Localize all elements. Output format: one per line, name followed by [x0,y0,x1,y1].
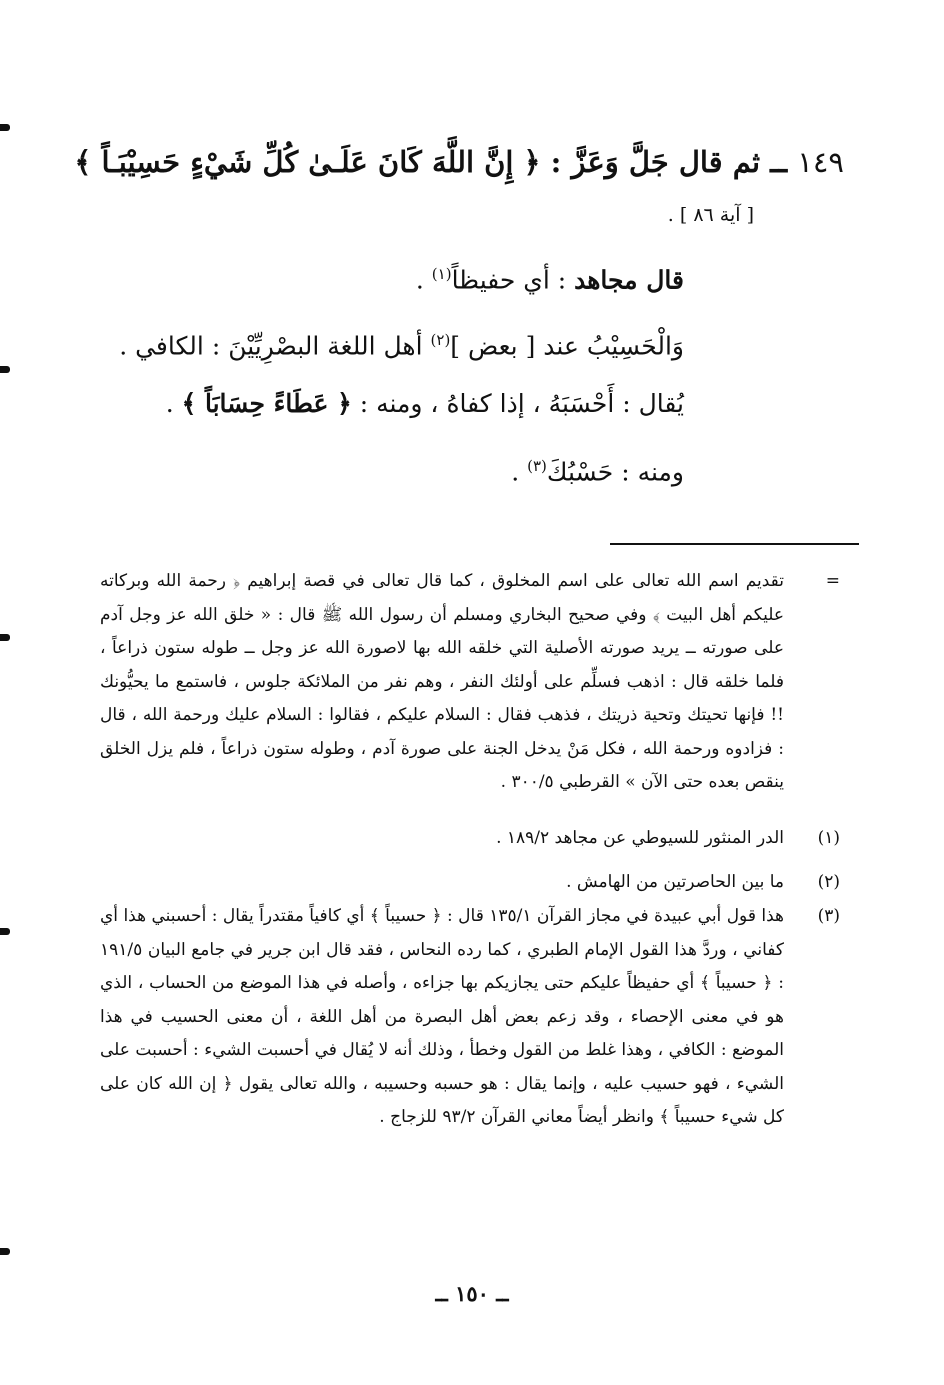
footnote-1: الدر المنثور للسيوطي عن مجاهد ١٨٩/٢ . [496,828,784,848]
footnote-ref: (١) [431,265,452,283]
edge-mark [0,928,10,935]
body-text: : أي حفيظاً [451,265,575,295]
footnote-marker: (٣) [817,906,840,926]
body-text: . [165,389,182,418]
body-line [511,446,684,492]
continuation-marker: = [825,571,840,591]
body-text: . [415,265,432,295]
footnote-2: ما بين الحاصرتين من الهامش . [566,872,784,892]
footnote-ref: (٣) [527,457,547,475]
quran-quote: ﴿ عَطَاءً حِسَابَاً ﴾ [181,389,352,418]
body-text: وَالْحَسِيْبُ عند [ بعض ] [450,331,684,361]
ayah-reference: [ آية ٨٦ ] . [667,204,754,226]
edge-mark [0,634,10,641]
heading-text: ــ ثم قال جَلَّ وَعَزَّ : ﴿ إِنَّ اللَّهَ كَانَ عَلَـىٰ كُلِّ شَيْءٍ حَسِيْبَـاً ﴾ [74,145,798,179]
page-number: ــ ١٥٠ ــ [435,1281,509,1306]
edge-mark [0,1248,10,1255]
footnote-marker: (٢) [817,872,840,892]
body-text: . [511,457,528,487]
speaker-name: قال مجاهد [574,265,684,295]
body-text: يُقال : أَحْسَبَهُ ، إذا كفاهُ ، ومنه : [351,389,684,418]
body-text: أهل اللغة البصْرِيِّيْنَ : الكافي . [119,331,431,361]
footnote-ref: (٢) [430,331,451,349]
body-line [119,320,684,366]
edge-mark [0,366,10,373]
edge-mark [0,124,10,131]
footnote-3: هذا قول أبي عبيدة في مجاز القرآن ١٣٥/١ قال : ﴿ حسيباً ﴾ أي كافياً مقتدراً يقال : أحسبني هذا أي كفاني ، وردَّ هذا القول الإمام الطبري ، كما رده النحاس ، فقد قال ابن جرير في جامع البيان ١٩١/٥ : ﴿ حسيباً ﴾ أي حفيظاً عليكم حتى يجازيكم بها جزاءه ، وأصله في هذا الموضع من الحساب ، الذي هو في معنى الإحصاء ، وقد زعم بعض أهل البصرة من أهل اللغة ، أن معنى الحسيب في هذا الموضع : الكافي ، وهذا غلط من القول وخطأ ، وذلك أنه لا يُقال في أحسبت الشيء : أحسبت على الشيء ، فهو حسيب عليه ، وإنما يقال : هو حسبه وحسيبه ، والله تعالى يقول ﴿ إن الله كان على كل شيء حسيباً ﴾ وانظر أيضاً معاني القرآن ٩٣/٢ للزجاج . [100,906,784,1127]
section-heading [74,140,844,184]
footnote-continuation: تقديم اسم الله تعالى على اسم المخلوق ، كما قال تعالى في قصة إبراهيم ﴿ رحمة الله وبركاته عليكم أهل البيت ﴾ وفي صحيح البخاري ومسلم أن رسول الله ﷺ قال : « خلق الله عز وجل آدم على صورته ــ يريد صورته الأصلية التي خلقه الله بها لاصورة الله عز وجل ــ طوله ستون ذراعاً ، فلما خلقه قال : اذهب فسلِّم على أولئك النفر ، وهم نفر من الملائكة جلوس ، فاستمع ما يحيُّونك !! فإنها تحيتك وتحية ذريتك ، فذهب فقال : السلام عليكم ، فقالوا : السلام عليك ورحمة الله ، قال : فزادوه ورحمة الله ، فكل مَنْ يدخل الجنة على صورة آدم ، وطوله ستون ذراعاً ، فلم يزل الخلق ينقص بعده حتى الآن » القرطبي ٣٠٠/٥ . [100,571,784,792]
body-line [416,254,684,300]
section-number: ١٤٩ [797,145,844,179]
body-line [166,384,684,424]
footnote-divider [610,543,859,545]
body-text: ومنه : حَسْبُكَ [546,457,684,487]
footnote-marker: (١) [817,828,840,848]
